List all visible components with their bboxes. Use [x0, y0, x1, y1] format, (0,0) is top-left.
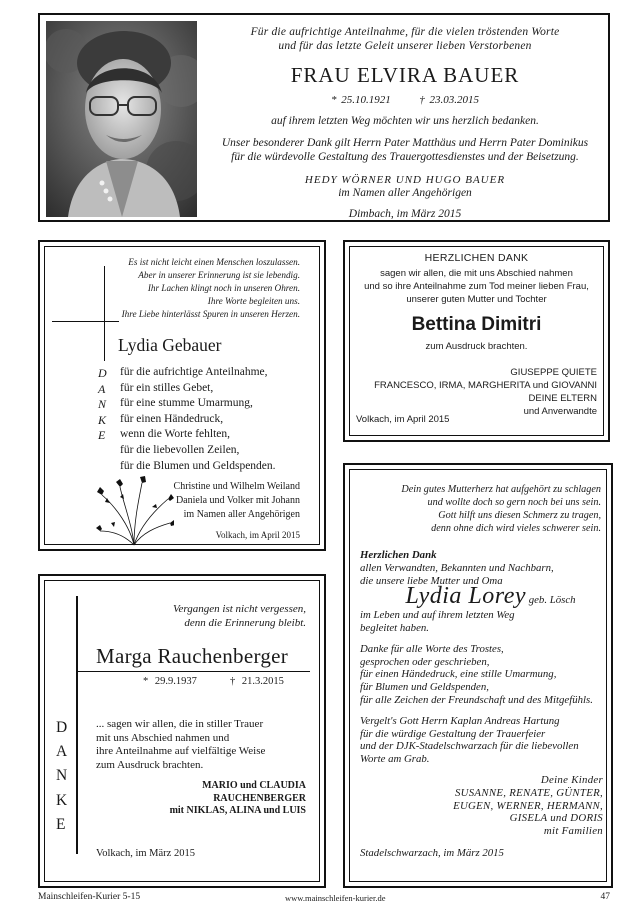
- obituary-notice-lydia-gebauer: [38, 240, 326, 551]
- thanks-lines: ... sagen wir allen, die in stiller Trauer mit uns Abschied nahmen und ihre Anteilnahme auf vielfältige Weise zum Ausdruck brachten.: [96, 718, 266, 771]
- signers: Deine Kinder SUSANNE, RENATE, GÜNTER, EUGEN, WERNER, HERMANN, GISELA und DORIS mit Familien: [453, 773, 603, 838]
- cross-icon: [76, 596, 78, 854]
- obituary-notice-elvira-bauer: [38, 13, 610, 222]
- flower-icon: [94, 447, 174, 547]
- special-thanks: Unser besonderer Dank gilt Herrn Pater Matthäus und Herrn Pater Dominikus für die würdevolle Gestaltung des Trauergottesdienstes und der Beisetzung.: [221, 137, 589, 163]
- signers: Christine und Wilhelm Weiland Daniela und Volker mit Johann im Namen aller Angehörigen: [173, 481, 300, 520]
- memorial-quote: Dein gutes Mutterherz hat aufgehört zu schlagen und wollte doch so gern noch bei uns sein. Gott hilft uns diesen Schmerz zu tragen, denn ohne dich wird vieles schwerer sein.: [401, 484, 601, 534]
- signers: HEDY WÖRNER UND HUGO BAUER: [304, 174, 506, 186]
- page-number: 47: [600, 892, 610, 902]
- life-dates: [143, 676, 284, 687]
- place-date: Stadelschwarzach, im März 2015: [360, 846, 504, 859]
- life-dates: [208, 94, 602, 106]
- danke-vertical: D A N K E: [56, 719, 68, 833]
- closing-text: zum Ausdruck brachten.: [425, 341, 528, 352]
- thanks-lines: für die aufrichtige Anteilnahme, für ein stilles Gebet, für eine stumme Umarmung, für einen Händedruck, wenn die Worte fehlten, für die liebevollen Zeilen, für die Blumen und Geldspenden.: [120, 366, 276, 472]
- publication-name: Mainschleifen-Kurier 5-15: [38, 892, 141, 902]
- intro-text: Für die aufrichtige Anteilnahme, für die vielen tröstenden Worte und für das letzte Geleit unserer lieben Verstorbenen: [250, 26, 560, 52]
- memorial-quote: Vergangen ist nicht vergessen, denn die Erinnerung bleibt.: [173, 603, 306, 629]
- thanks-text: auf ihrem letzten Weg möchten wir uns herzlich bedanken.: [271, 115, 539, 127]
- notice-body: Herzlichen Dank allen Verwandten, Bekannten und Nachbarn, die unsere liebe Mutter und Oma Lydia Lorey geb. Lösch im Leben und auf ihrem letzten Weg begleitet haben. Danke für alle Worte des Trostes, gesprochen oder geschrieben, für einen Händedruck, eine stille Umarmung, für Blumen und Geldspenden, für alle Zeichen der Freundschaft und des Mitgefühls. Vergelt's Gott Herrn Kaplan Andreas Hartung für die würdige Gestaltung der Trauerfeier und der DJK-Stadelschwarzach für die liebevollen Worte am Grab. Deine Kinder SUSANNE, RENATE, GÜNTER, EUGEN, WERNER, HERMANN, GISELA und DORIS mit Familien Stadelschwarzach, im März 2015: [360, 549, 603, 859]
- death-date: † 23.03.2015: [419, 94, 479, 106]
- deceased-name: Lydia Gebauer: [118, 335, 222, 355]
- signers-subtitle: im Namen aller Angehörigen: [338, 187, 472, 199]
- notice-heading: Herzlichen Dank: [360, 549, 437, 561]
- deceased-name: Marga Rauchenberger: [96, 644, 289, 668]
- deceased-name: FRAU ELVIRA BAUER: [290, 63, 520, 87]
- cross-icon: [104, 266, 105, 361]
- obituary-notice-lydia-lorey: [343, 463, 613, 888]
- signers: MARIO und CLAUDIA RAUCHENBERGER mit NIKLAS, ALINA und LUIS: [169, 780, 306, 816]
- place-date: Dimbach, im März 2015: [348, 208, 462, 220]
- website-link[interactable]: www.mainschleifen-kurier.de: [285, 893, 386, 903]
- place-date: Volkach, im März 2015: [96, 848, 195, 859]
- intro-text: sagen wir allen, die mit uns Abschied nahmen und so ihre Anteilnahme zum Tod meiner lieben Frau, unserer guten Mutter und Tochter: [364, 268, 589, 305]
- portrait-photo: [46, 21, 197, 217]
- cross-bar: [76, 671, 310, 672]
- birth-date: * 29.9.1937: [143, 676, 197, 687]
- danke-vertical: D A N K E: [98, 366, 107, 442]
- obituary-notice-bettina-dimitri: [343, 240, 610, 442]
- notice-text: [208, 25, 602, 220]
- death-date: † 21.3.2015: [230, 676, 284, 687]
- notice-heading: HERZLICHEN DANK: [424, 252, 529, 264]
- memorial-quote: Es ist nicht leicht einen Menschen loszulassen. Aber in unserer Erinnerung ist sie lebendig. Ihr Lachen klingt noch in unseren Ohren. Ihre Worte begleiten uns. Ihre Liebe hinterlässt Spuren in unseren Herzen.: [121, 257, 300, 320]
- birth-date: * 25.10.1921: [331, 94, 391, 106]
- place-date: Volkach, im April 2015: [215, 530, 300, 540]
- obituary-notice-marga-rauchenberger: [38, 574, 326, 888]
- place-date: Volkach, im April 2015: [356, 414, 450, 425]
- cross-bar: [52, 321, 119, 322]
- deceased-name-row: [378, 583, 603, 610]
- deceased-name: Bettina Dimitri: [411, 314, 542, 335]
- deceased-name: Lydia Lorey: [405, 583, 527, 610]
- signers: GIUSEPPE QUIETE FRANCESCO, IRMA, MARGHERITA und GIOVANNI DEINE ELTERN und Anverwandte: [374, 367, 597, 417]
- maiden-name: geb. Lösch: [528, 594, 576, 607]
